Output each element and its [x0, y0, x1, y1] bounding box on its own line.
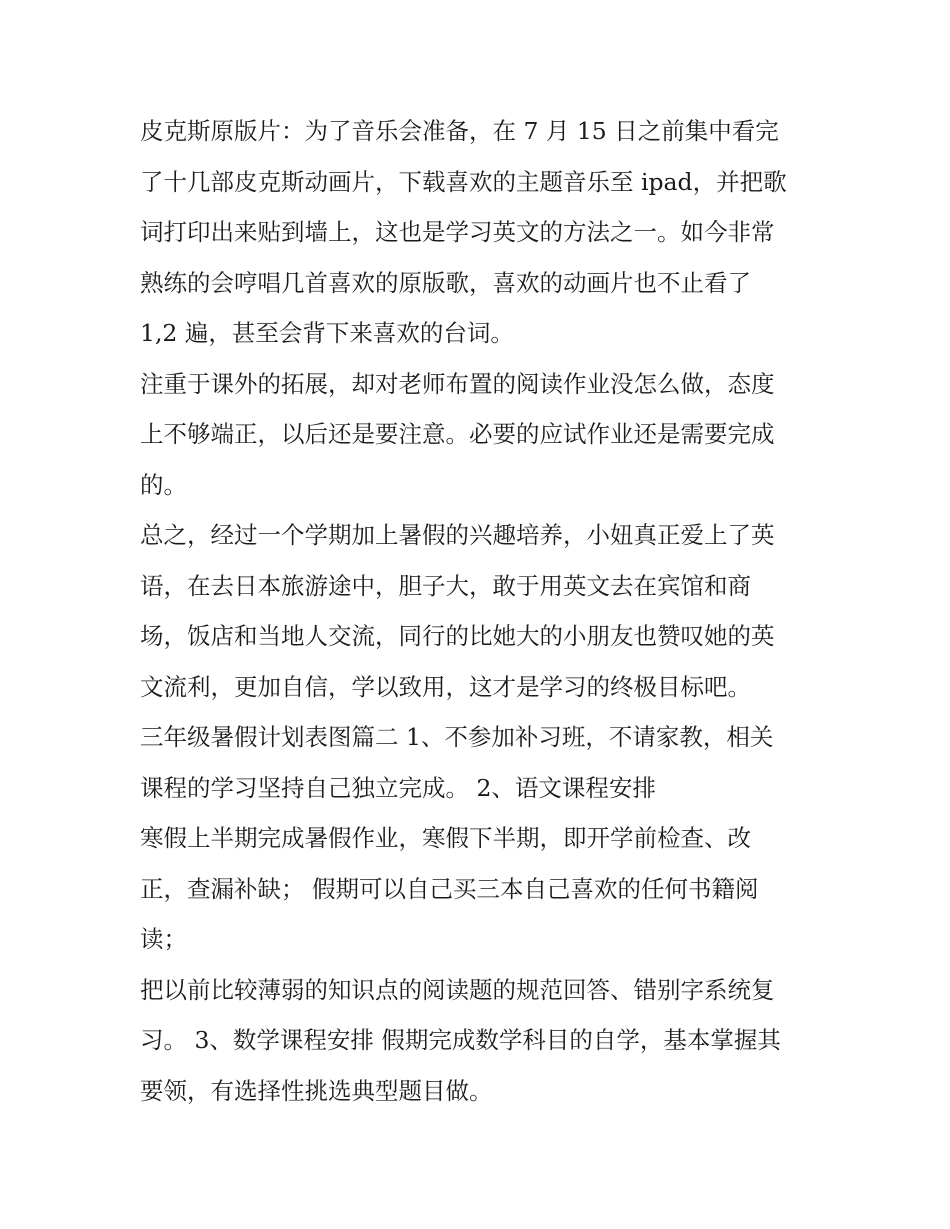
text-line: 了十几部皮克斯动画片，下载喜欢的主题音乐至 ipad，并把歌 [140, 167, 787, 196]
paragraph [140, 813, 820, 965]
text-line: 的。 [140, 470, 187, 499]
text-line: 三年级暑假计划表图篇二 1、不参加补习班，不请家教，相关 [140, 723, 774, 751]
text-line: 词打印出来贴到墙上，这也是学习英文的方法之一。如今非常 [140, 218, 775, 246]
text-line: 场，饭店和当地人交流，同行的比她大的小朋友也赞叹她的英 [140, 622, 775, 650]
text-line: 1,2 遍，甚至会背下来喜欢的台词。 [140, 319, 514, 347]
paragraph [140, 359, 820, 511]
text-line: 熟练的会哼唱几首喜欢的原版歌，喜欢的动画片也不止看了 [140, 268, 751, 297]
text-line: 课程的学习坚持自己独立完成。 2、语文课程安排 [140, 773, 656, 802]
text-line: 上不够端正，以后还是要注意。必要的应试作业还是需要完成 [140, 420, 775, 448]
text-line: 要领，有选择性挑选典型题目做。 [140, 1076, 493, 1105]
paragraph [140, 965, 820, 1117]
text-line: 注重于课外的拓展，却对老师布置的阅读作业没怎么做，态度 [140, 369, 775, 398]
paragraph [140, 106, 820, 359]
paragraph [140, 712, 820, 813]
document-body [140, 106, 820, 1116]
text-line: 把以前比较薄弱的知识点的阅读题的规范回答、错别字系统复 [140, 975, 775, 1004]
text-line: 寒假上半期完成暑假作业，寒假下半期，即开学前检查、改 [140, 824, 751, 852]
text-line: 语，在去日本旅游途中，胆子大，敢于用英文去在宾馆和商 [140, 571, 751, 600]
text-line: 正，查漏补缺； 假期可以自己买三本自己喜欢的任何书籍阅 [140, 874, 759, 903]
text-line: 文流利，更加自信，学以致用，这才是学习的终极目标吧。 [140, 672, 751, 701]
text-line: 习。 3、数学课程安排 假期完成数学科目的自学，基本掌握其 [140, 1026, 781, 1054]
text-line: 皮克斯原版片：为了音乐会准备，在 7 月 15 日之前集中看完 [140, 117, 779, 145]
text-line: 总之，经过一个学期加上暑假的兴趣培养，小妞真正爱上了英 [140, 521, 775, 549]
paragraph [140, 510, 820, 712]
text-line: 读； [140, 925, 187, 953]
